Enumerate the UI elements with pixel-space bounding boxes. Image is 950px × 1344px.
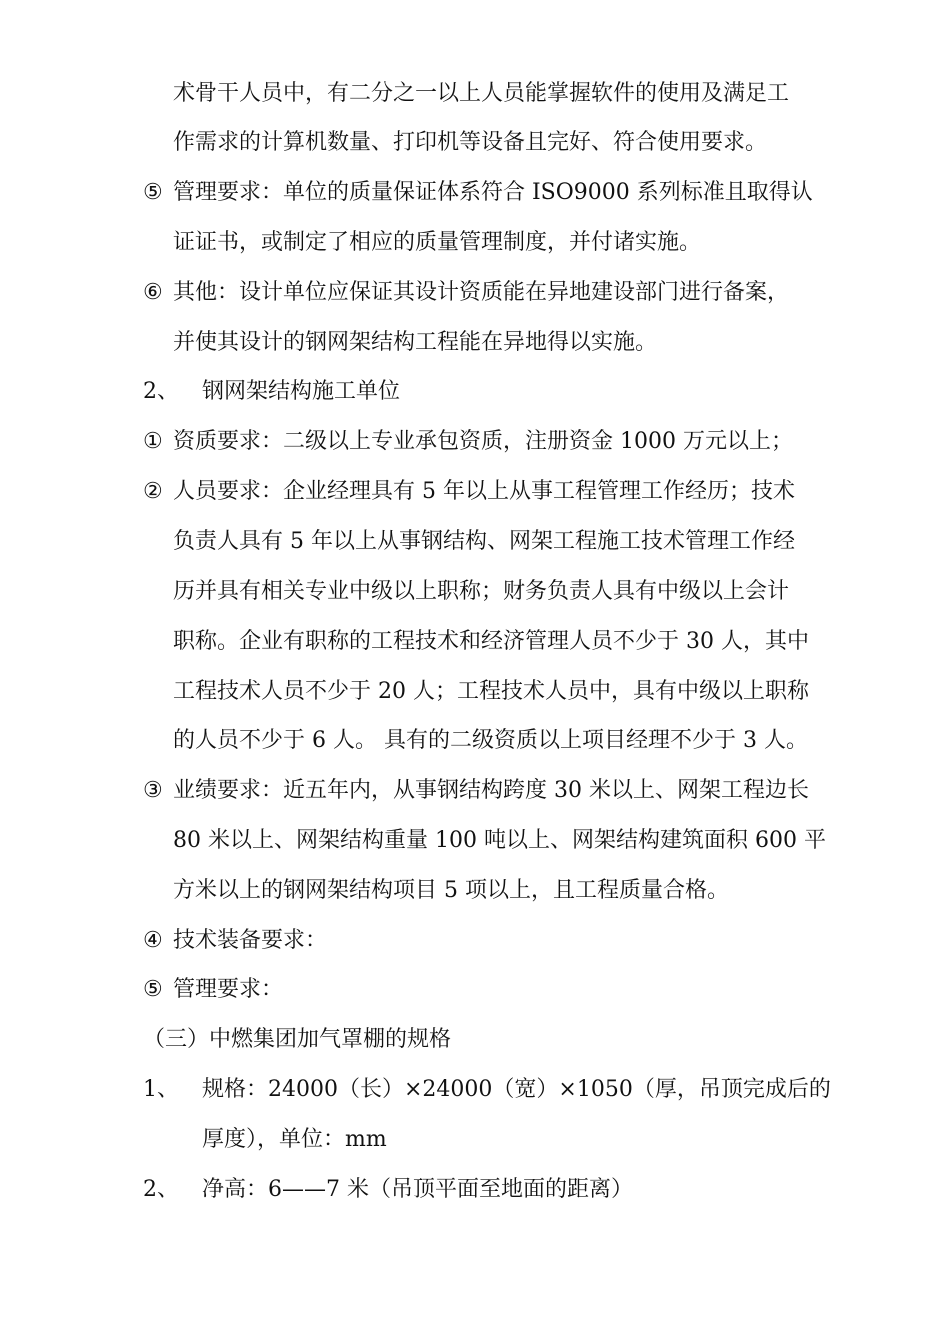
text-line: 净高：6——7 米（吊顶平面至地面的距离） — [202, 1177, 633, 1202]
text-line: 技术装备要求： — [173, 928, 328, 953]
text-line: 职称。企业有职称的工程技术和经济管理人员不少于 30 人，其中 — [173, 629, 809, 654]
list-marker: ② — [143, 479, 163, 504]
text-line: 人员要求：企业经理具有 5 年以上从事工程管理工作经历；技术 — [173, 479, 795, 504]
list-marker: ⑤ — [143, 977, 163, 1002]
list-marker: ⑤ — [143, 180, 163, 205]
list-marker: ① — [143, 429, 163, 454]
list-marker: ③ — [143, 778, 163, 803]
section-number: 1、 — [143, 1077, 179, 1102]
text-line: 的人员不少于 6 人。 具有的二级资质以上项目经理不少于 3 人。 — [173, 728, 808, 753]
text-line: 工程技术人员不少于 20 人；工程技术人员中，具有中级以上职称 — [173, 679, 809, 704]
section-heading: （三）中燃集团加气罩棚的规格 — [143, 1027, 452, 1052]
text-line: 并使其设计的钢网架结构工程能在异地得以实施。 — [173, 330, 658, 355]
text-line: 管理要求： — [173, 977, 284, 1002]
text-line: 负责人具有 5 年以上从事钢结构、网架工程施工技术管理工作经 — [173, 529, 795, 554]
text-line: 资质要求：二级以上专业承包资质，注册资金 1000 万元以上； — [173, 429, 793, 454]
text-line: 历并具有相关专业中级以上职称；财务负责人具有中级以上会计 — [173, 579, 790, 604]
text-line: 厚度），单位：mm — [202, 1127, 387, 1152]
text-line: 术骨干人员中，有二分之一以上人员能掌握软件的使用及满足工 — [173, 81, 790, 106]
text-line: 证证书，或制定了相应的质量管理制度，并付诸实施。 — [173, 230, 702, 255]
text-line: 80 米以上、网架结构重量 100 吨以上、网架结构建筑面积 600 平 — [173, 828, 826, 853]
section-number: 2、 — [143, 1177, 179, 1202]
text-line: 业绩要求：近五年内，从事钢结构跨度 30 米以上、网架工程边长 — [173, 778, 809, 803]
text-line: 作需求的计算机数量、打印机等设备且完好、符合使用要求。 — [173, 130, 768, 155]
text-line: 规格：24000（长）×24000（宽）×1050（厚，吊顶完成后的 — [202, 1077, 831, 1102]
section-number: 2、 — [143, 379, 179, 404]
section-heading: 钢网架结构施工单位 — [202, 379, 401, 404]
text-line: 其他：设计单位应保证其设计资质能在异地建设部门进行备案， — [173, 280, 790, 305]
text-line: 方米以上的钢网架结构项目 5 项以上，且工程质量合格。 — [173, 878, 729, 903]
text-line: 管理要求：单位的质量保证体系符合 ISO9000 系列标准且取得认 — [173, 180, 813, 205]
list-marker: ④ — [143, 928, 163, 953]
list-marker: ⑥ — [143, 280, 163, 305]
